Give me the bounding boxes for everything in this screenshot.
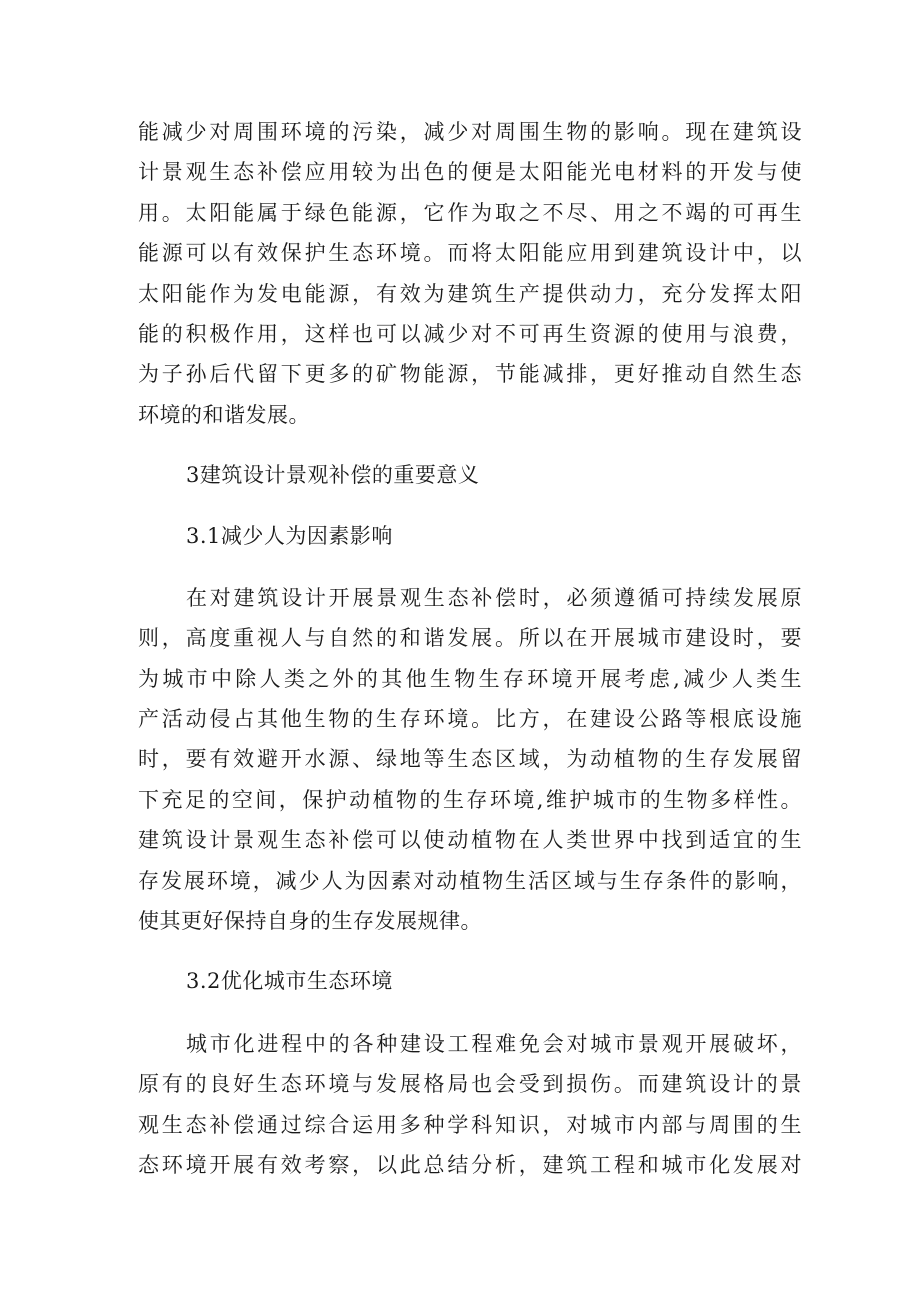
text-line: 能的积极作用，这样也可以减少对不可再生资源的使用与浪费，	[138, 321, 802, 346]
section-heading-3: 3建筑设计景观补偿的重要意义	[186, 463, 480, 488]
text-line: 太阳能作为发电能源，有效为建筑生产提供动力，充分发挥太阳	[138, 281, 802, 306]
text-line: 产活动侵占其他生物的生存环境。比方，在建设公路等根底设施	[138, 707, 802, 732]
section-heading-3-2: 3.2优化城市生态环境	[186, 969, 393, 994]
text-line: 原有的良好生态环境与发展格局也会受到损伤。而建筑设计的景	[138, 1072, 802, 1097]
text-line: 存发展环境，减少人为因素对动植物生活区域与生存条件的影响，	[138, 868, 802, 893]
text-line: 观生态补偿通过综合运用多种学科知识，对城市内部与周围的生	[138, 1112, 802, 1137]
section-heading-3-1: 3.1减少人为因素影响	[186, 523, 393, 548]
text-line: 在对建筑设计开展景观生态补偿时，必须遵循可持续发展原	[186, 585, 802, 610]
text-line: 时，要有效避开水源、绿地等生态区域，为动植物的生存发展留	[138, 747, 802, 772]
document-page	[138, 112, 802, 1185]
text-line: 态环境开展有效考察，以此总结分析，建筑工程和城市化发展对	[138, 1152, 802, 1177]
text-line: 建筑设计景观生态补偿可以使动植物在人类世界中找到适宜的生	[138, 828, 802, 853]
paragraph-solar-energy	[138, 112, 802, 435]
text-line: 城市化进程中的各种建设工程难免会对城市景观开展破坏，	[186, 1031, 802, 1056]
text-line: 为城市中除人类之外的其他生物生存环境开展考虑,减少人类生	[138, 666, 802, 691]
text-line: 则，高度重视人与自然的和谐发展。所以在开展城市建设时，要	[138, 626, 802, 651]
paragraph-human-factors	[138, 578, 802, 942]
text-line: 能源可以有效保护生态环境。而将太阳能应用到建筑设计中，以	[138, 241, 802, 266]
paragraph-urban-ecology	[138, 1024, 802, 1186]
text-line: 为子孙后代留下更多的矿物能源，节能减排，更好推动自然生态	[138, 362, 802, 387]
text-line: 下充足的空间，保护动植物的生存环境,维护城市的生物多样性。	[138, 787, 802, 812]
text-line: 使其更好保持自身的生存发展规律。	[138, 909, 482, 934]
text-line: 计景观生态补偿应用较为出色的便是太阳能光电材料的开发与使	[138, 160, 802, 185]
text-line: 能减少对周围环境的污染，减少对周围生物的影响。现在建筑设	[138, 120, 802, 144]
text-line: 用。太阳能属于绿色能源，它作为取之不尽、用之不竭的可再生	[138, 200, 802, 225]
text-line: 环境的和谐发展。	[138, 402, 310, 427]
